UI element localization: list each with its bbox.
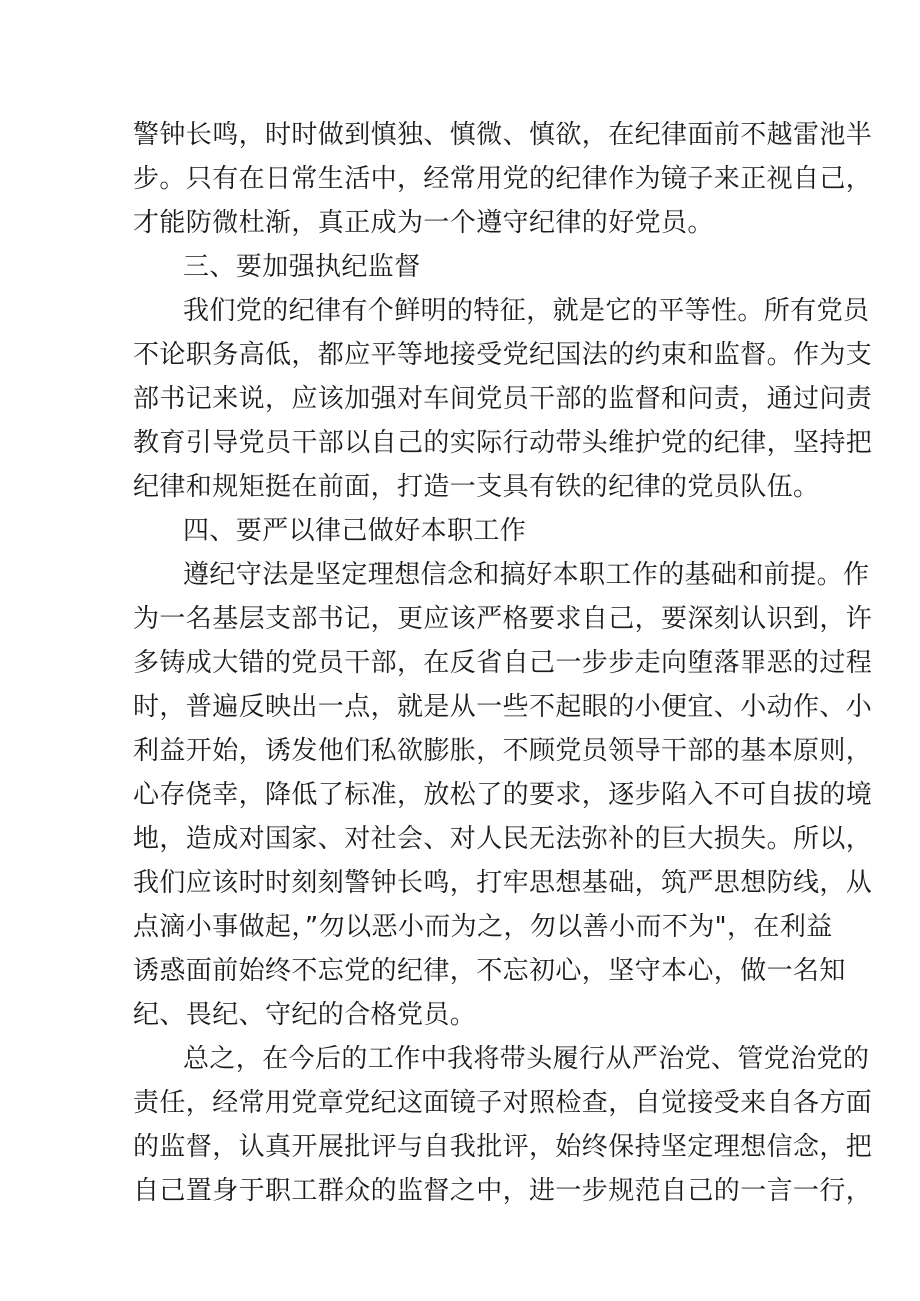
text-line-11: 遵纪守法是坚定理想信念和搞好本职工作的基础和前提。作 <box>183 560 870 590</box>
section-heading-3: 三、要加强执纪监督 <box>183 252 421 282</box>
text-line-16: 心存侥幸，降低了标准，放松了的要求，逐步陷入不可自拔的境 <box>133 780 873 810</box>
text-line-25: 自己置身于职工群众的监督之中，进一步规范自己的一言一行， <box>133 1176 873 1206</box>
text-line-1: 警钟长鸣，时时做到慎独、慎微、慎欲，在纪律面前不越雷池半 <box>133 120 873 150</box>
text-line-14: 时，普遍反映出一点，就是从一些不起眼的小便宜、小动作、小 <box>133 692 873 722</box>
section-heading-4: 四、要严以律己做好本职工作 <box>183 516 527 546</box>
text-line-2: 步。只有在日常生活中，经常用党的纪律作为镜子来正视自己， <box>133 164 873 194</box>
text-line-13: 多铸成大错的党员干部，在反省自己一步步走向堕落罪恶的过程 <box>133 648 873 678</box>
text-line-8: 教育引导党员干部以自己的实际行动带头维护党的纪律，坚持把 <box>133 428 873 458</box>
text-line-5: 我们党的纪律有个鲜明的特征，就是它的平等性。所有党员 <box>183 296 870 326</box>
text-line-24: 的监督，认真开展批评与自我批评，始终保持坚定理想信念，把 <box>133 1132 873 1162</box>
text-line-12: 为一名基层支部书记，更应该严格要求自己，要深刻认识到，许 <box>133 604 873 634</box>
text-line-17: 地，造成对国家、对社会、对人民无法弥补的巨大损失。所以， <box>133 824 873 854</box>
text-line-21: 纪、畏纪、守纪的合格党员。 <box>133 1000 477 1030</box>
text-line-22: 总之，在今后的工作中我将带头履行从严治党、管党治党的 <box>183 1044 870 1074</box>
text-line-6: 不论职务高低，都应平等地接受党纪国法的约束和监督。作为支 <box>133 340 873 370</box>
text-line-7: 部书记来说，应该加强对车间党员干部的监督和问责，通过问责 <box>133 384 873 414</box>
text-line-19: 点滴小事做起，”勿以恶小而为之，勿以善小而不为"，在利益 <box>133 912 833 942</box>
text-line-15: 利益开始，诱发他们私欲膨胀，不顾党员领导干部的基本原则， <box>133 736 873 766</box>
text-line-3: 才能防微杜渐，真正成为一个遵守纪律的好党员。 <box>133 208 714 238</box>
text-line-9: 纪律和规矩挺在前面，打造一支具有铁的纪律的党员队伍。 <box>133 472 820 502</box>
text-line-20: 诱惑面前始终不忘党的纪律，不忘初心，坚守本心，做一名知 <box>133 956 846 986</box>
text-line-18: 我们应该时时刻刻警钟长鸣，打牢思想基础，筑严思想防线，从 <box>133 868 873 898</box>
text-line-23: 责任，经常用党章党纪这面镜子对照检查，自觉接受来自各方面 <box>133 1088 873 1118</box>
